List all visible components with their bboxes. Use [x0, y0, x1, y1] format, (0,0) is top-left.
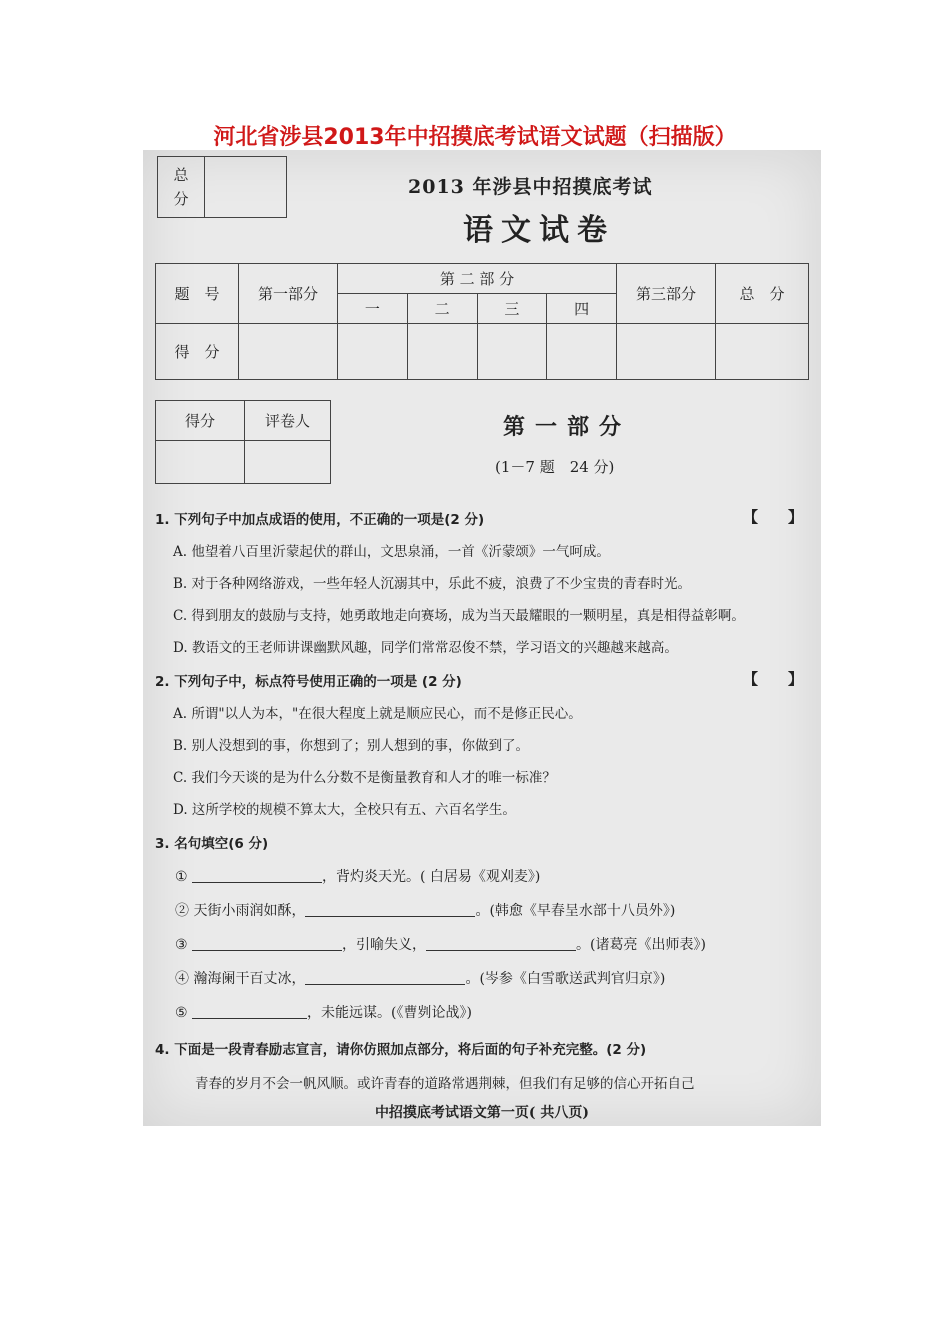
- q3-item-4: ④ 瀚海阑干百丈冰， 。(岑参《白雪歌送武判官归京》): [175, 971, 666, 987]
- exam-name: 2013 年涉县中招摸底考试: [408, 176, 653, 198]
- q4-text: 青春的岁月不会一帆风顺。或许青春的道路常遇荆棘，但我们有足够的信心开拓自己: [195, 1076, 695, 1092]
- total-score-box: [157, 156, 287, 218]
- q2-option-a: A. 所谓"以人为本，"在很大程度上就是顺应民心，而不是修正民心。: [173, 706, 582, 722]
- q3-item-5: ⑤ ，未能远谋。(《曹刿论战》): [175, 1005, 472, 1021]
- score-cell: [407, 324, 477, 380]
- score-table-header-total: 总 分: [716, 264, 809, 324]
- q1-option-d: D. 教语文的王老师讲课幽默风趣，同学们常常忍俊不禁，学习语文的兴趣越来越高。: [173, 640, 678, 656]
- scanned-exam-page: [143, 150, 821, 1126]
- q2-answer-bracket: 【 】: [742, 670, 803, 688]
- score-table-header-sub: 二: [407, 294, 477, 324]
- q3-stem: 3. 名句填空(6 分): [155, 836, 269, 852]
- grader-cell: [245, 441, 331, 484]
- score-table-header-sub: 四: [547, 294, 617, 324]
- q3-item-1: ① ，背灼炎天光。( 白居易《观刈麦》): [175, 869, 541, 885]
- q2-stem: 2. 下列句子中，标点符号使用正确的一项是 (2 分): [155, 674, 462, 690]
- q3-item-2: ② 天街小雨润如酥， 。(韩愈《早春呈水部十八员外》): [175, 903, 676, 919]
- answer-blank[interactable]: [192, 868, 322, 883]
- q1-option-c: C. 得到朋友的鼓励与支持，她勇敢地走向赛场，成为当天最耀眼的一颗明星，真是相得益彰啊。: [173, 608, 745, 624]
- part1-subtitle: (1－7 题 24 分): [495, 458, 615, 476]
- grader-header-score: 得分: [156, 401, 245, 441]
- q4-stem: 4. 下面是一段青春励志宣言，请你仿照加点部分，将后面的句子补充完整。(2 分): [155, 1042, 647, 1058]
- q1-option-a: A. 他望着八百里沂蒙起伏的群山，文思泉涌，一首《沂蒙颂》一气呵成。: [173, 544, 610, 560]
- score-table-header-sub: 三: [477, 294, 547, 324]
- score-cell: [338, 324, 408, 380]
- document-title: 河北省涉县2013年中招摸底考试语文试题（扫描版）: [213, 125, 737, 150]
- q2-option-d: D. 这所学校的规模不算太大，全校只有五、六百名学生。: [173, 802, 516, 818]
- q2-option-c: C. 我们今天谈的是为什么分数不是衡量教育和人才的唯一标准？: [173, 770, 556, 786]
- score-table-header-question: 题 号: [156, 264, 239, 324]
- score-cell: [239, 324, 338, 380]
- grader-header-grader: 评卷人: [245, 401, 331, 441]
- page-footer: 中招摸底考试语文第一页( 共八页): [374, 1105, 590, 1121]
- score-cell: [716, 324, 809, 380]
- score-cell: [477, 324, 547, 380]
- grader-cell: [156, 441, 245, 484]
- score-table-header-part2: 第 二 部 分: [338, 264, 617, 294]
- score-table-header-part3: 第三部分: [617, 264, 716, 324]
- score-cell: [547, 324, 617, 380]
- q1-option-b: B. 对于各种网络游戏，一些年轻人沉溺其中，乐此不疲，浪费了不少宝贵的青春时光。: [173, 576, 692, 592]
- score-table-header-sub: 一: [338, 294, 408, 324]
- score-table-header-part1: 第一部分: [239, 264, 338, 324]
- answer-blank[interactable]: [305, 970, 465, 985]
- q1-stem: 1. 下列句子中加点成语的使用，不正确的一项是(2 分): [155, 512, 485, 528]
- answer-blank[interactable]: [305, 902, 475, 917]
- answer-blank[interactable]: [192, 936, 342, 951]
- total-score-cell: [205, 157, 287, 218]
- score-table: [155, 263, 809, 380]
- answer-blank[interactable]: [192, 1004, 307, 1019]
- part1-title: 第一部分: [503, 414, 632, 440]
- score-cell: [617, 324, 716, 380]
- total-score-label: 总 分: [158, 157, 205, 218]
- q1-answer-bracket: 【 】: [742, 508, 803, 526]
- exam-subject: 语文试卷: [463, 213, 615, 248]
- score-table-row-label: 得 分: [156, 324, 239, 380]
- grader-table: [155, 400, 331, 484]
- answer-blank[interactable]: [426, 936, 576, 951]
- q3-item-3: ③ ，引喻失义， 。(诸葛亮《出师表》): [175, 937, 706, 953]
- q2-option-b: B. 别人没想到的事，你想到了；别人想到的事，你做到了。: [173, 738, 530, 754]
